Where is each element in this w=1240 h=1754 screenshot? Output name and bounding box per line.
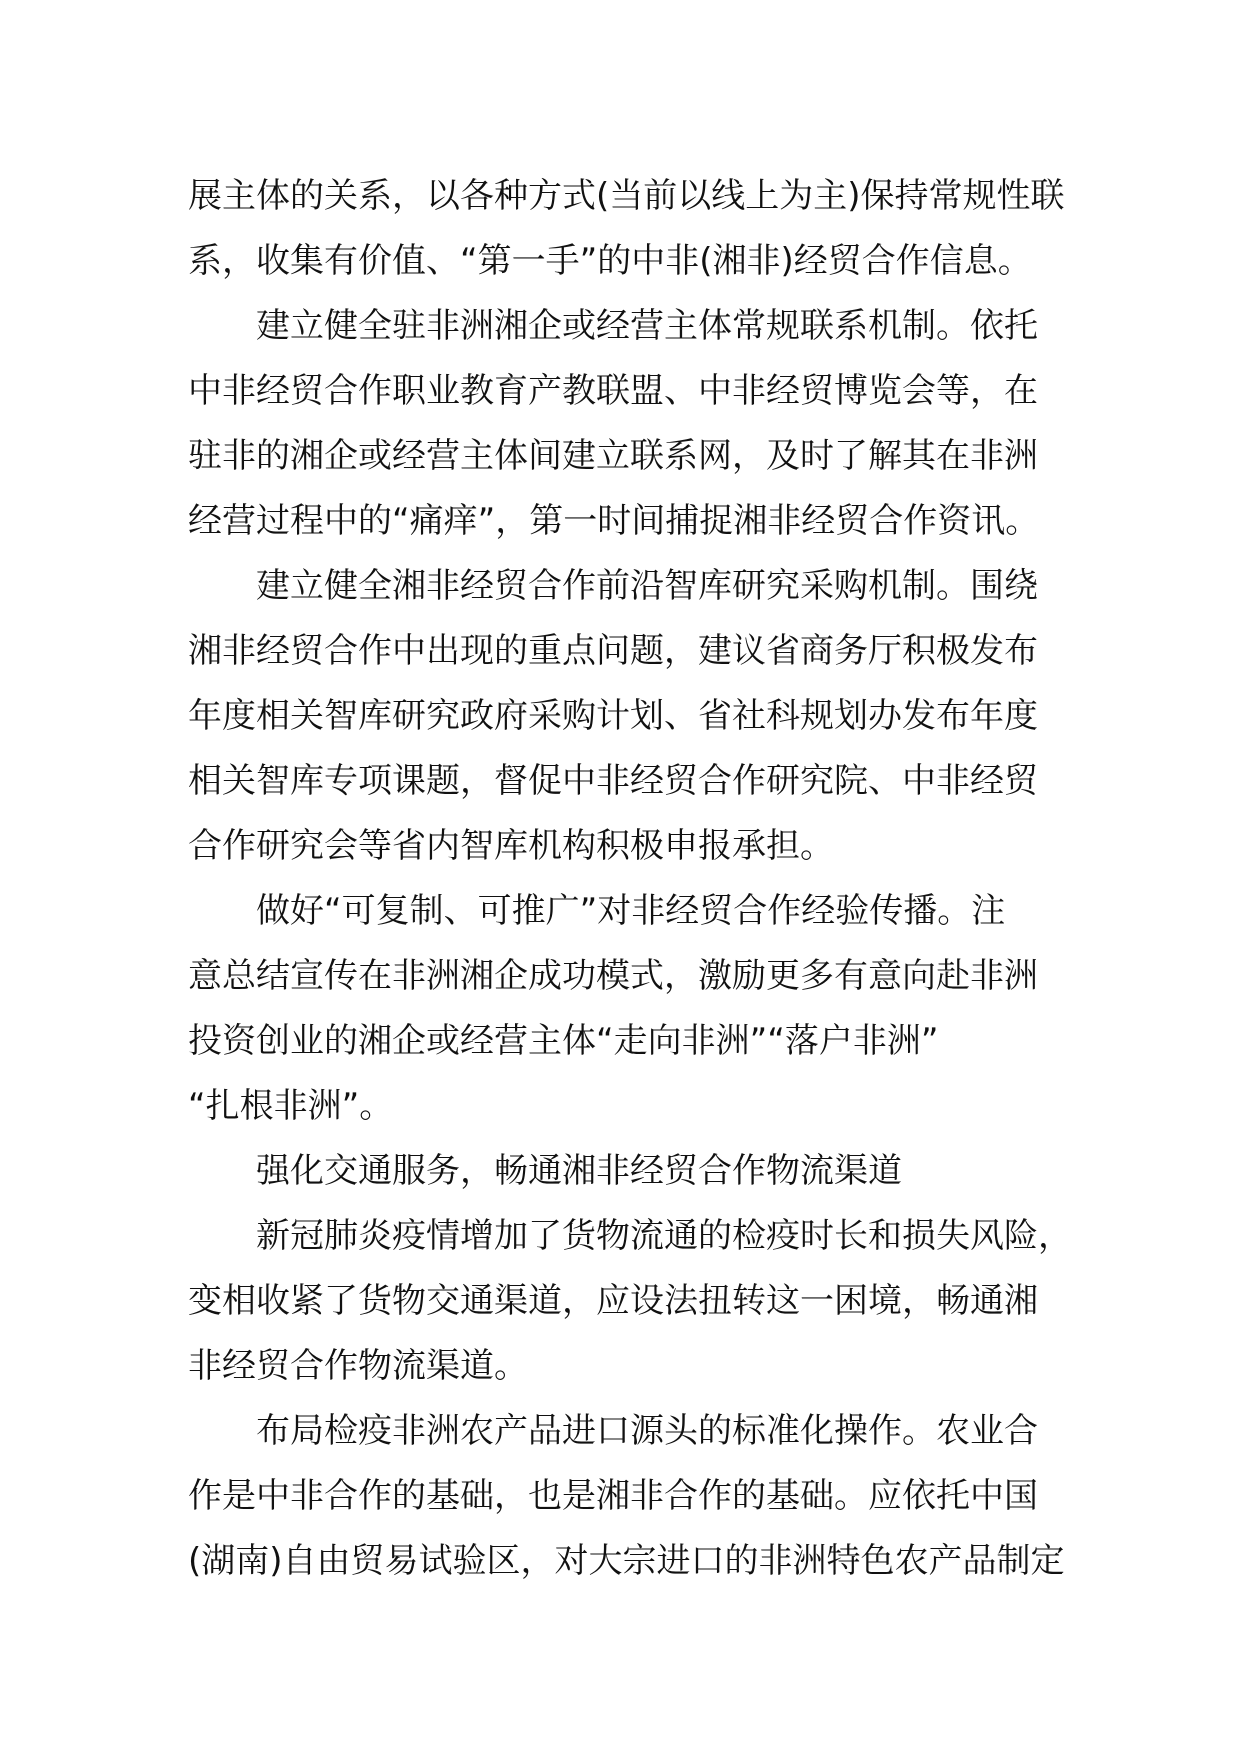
text-line: “扎根非洲”。 — [188, 1086, 394, 1126]
text-line: 意总结宣传在非洲湘企成功模式，激励更多有意向赴非洲 — [188, 956, 1038, 996]
text-line: 新冠肺炎疫情增加了货物流通的检疫时长和损失风险， — [256, 1216, 1072, 1256]
text-line: 强化交通服务，畅通湘非经贸合作物流渠道 — [256, 1151, 902, 1191]
text-line: 合作研究会等省内智库机构积极申报承担。 — [188, 826, 834, 866]
text-line: 布局检疫非洲农产品进口源头的标准化操作。农业合 — [256, 1411, 1038, 1451]
text-line: 投资创业的湘企或经营主体“走向非洲”“落户非洲” — [188, 1021, 939, 1061]
text-line: 中非经贸合作职业教育产教联盟、中非经贸博览会等，在 — [188, 371, 1038, 411]
text-line: 建立健全驻非洲湘企或经营主体常规联系机制。依托 — [256, 306, 1038, 346]
text-line: 展主体的关系，以各种方式(当前以线上为主)保持常规性联 — [188, 176, 1065, 216]
text-line: 变相收紧了货物交通渠道，应设法扭转这一困境，畅通湘 — [188, 1281, 1038, 1321]
text-line: 相关智库专项课题，督促中非经贸合作研究院、中非经贸 — [188, 761, 1038, 801]
text-line: 年度相关智库研究政府采购计划、省社科规划办发布年度 — [188, 696, 1038, 736]
body-text — [188, 164, 1072, 1594]
text-line: 系，收集有价值、“第一手”的中非(湘非)经贸合作信息。 — [188, 241, 1032, 281]
text-line: (湖南)自由贸易试验区，对大宗进口的非洲特色农产品制定 — [188, 1541, 1065, 1581]
text-line: 非经贸合作物流渠道。 — [188, 1346, 528, 1386]
text-line: 经营过程中的“痛痒”，第一时间捕捉湘非经贸合作资讯。 — [188, 501, 1040, 541]
text-line: 建立健全湘非经贸合作前沿智库研究采购机制。围绕 — [256, 566, 1038, 606]
text-line: 做好“可复制、可推广”对非经贸合作经验传播。注 — [256, 891, 1006, 931]
text-line: 湘非经贸合作中出现的重点问题，建议省商务厅积极发布 — [188, 631, 1038, 671]
text-line: 驻非的湘企或经营主体间建立联系网，及时了解其在非洲 — [188, 436, 1038, 476]
text-line: 作是中非合作的基础，也是湘非合作的基础。应依托中国 — [188, 1476, 1038, 1516]
